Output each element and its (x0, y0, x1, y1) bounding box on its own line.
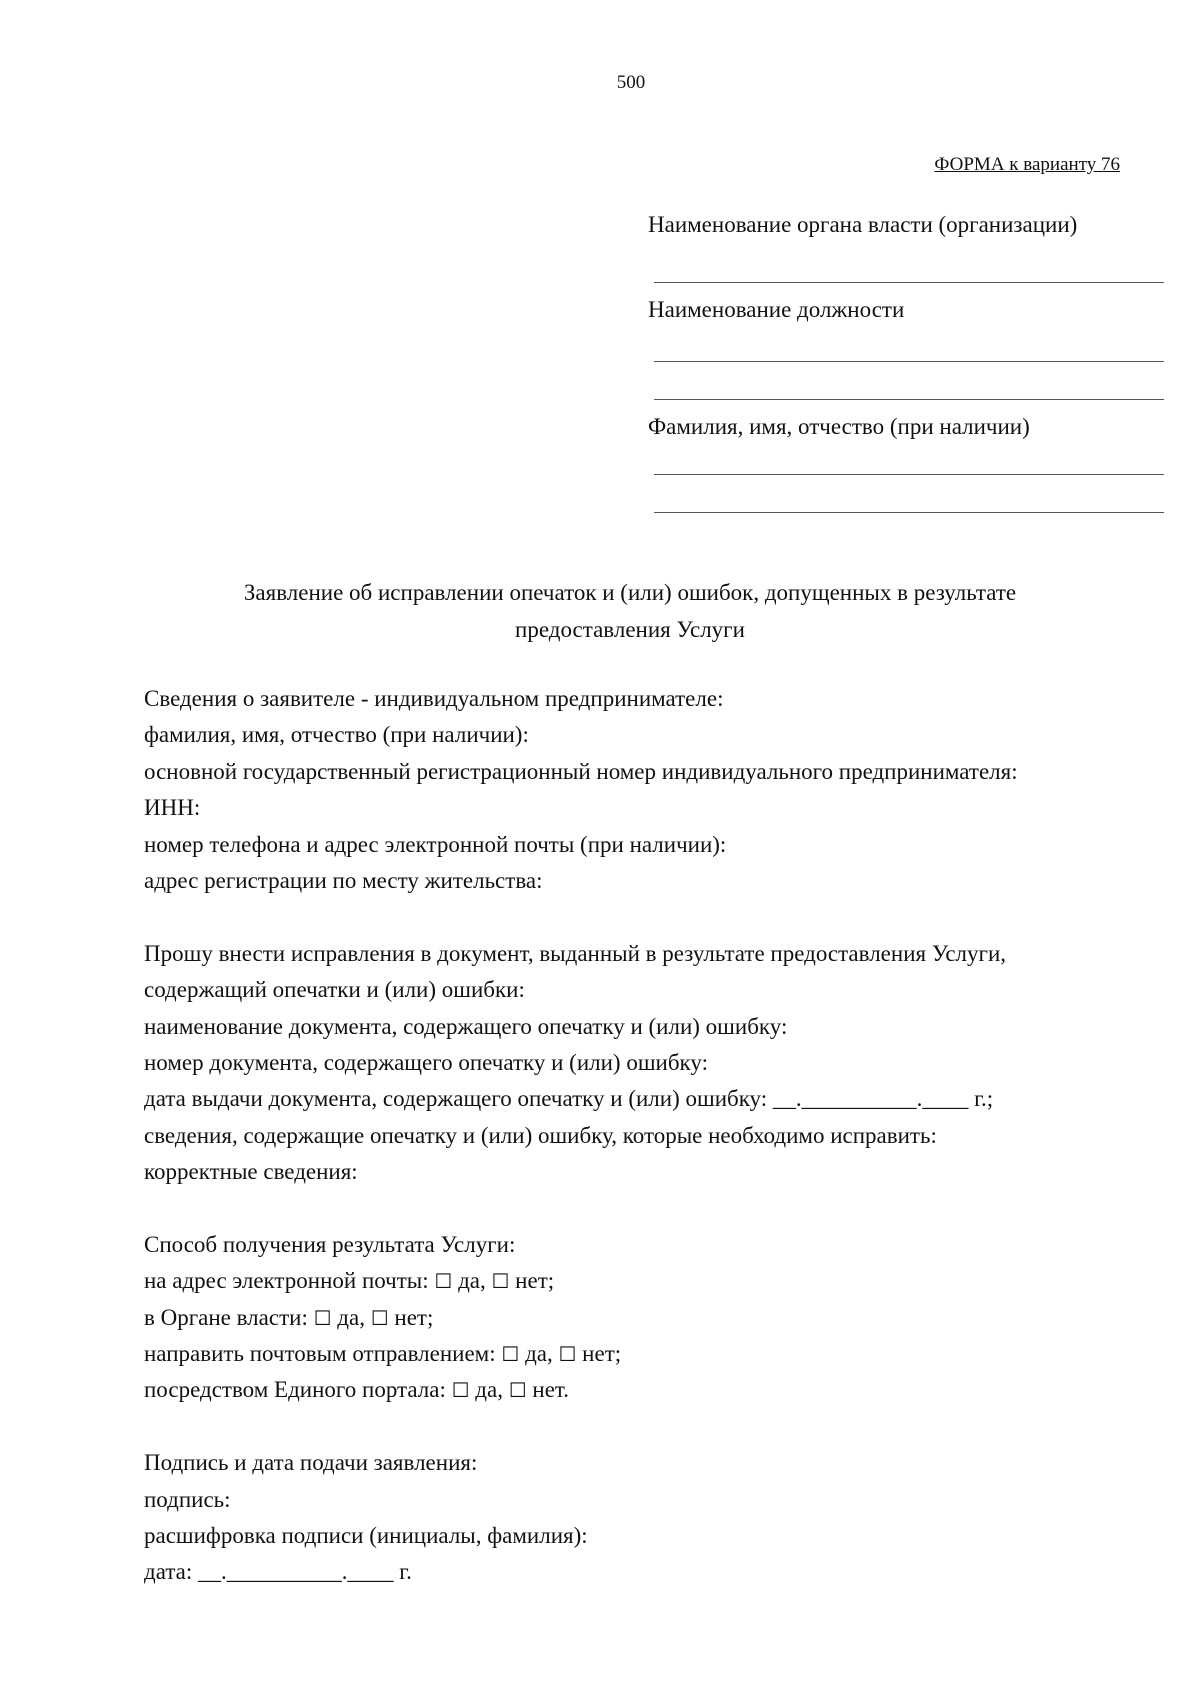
delivery-option-label: в Органе власти: (144, 1304, 308, 1330)
checkbox-no[interactable]: ☐ (491, 1269, 510, 1294)
option-yes-label: да, (458, 1268, 486, 1294)
delivery-heading: Способ получения результата Услуги: (144, 1231, 516, 1257)
checkbox-yes[interactable]: ☐ (434, 1269, 453, 1294)
option-no-label: нет. (532, 1377, 569, 1403)
signature-date: дата: __.__________.____ г. (144, 1559, 412, 1585)
page-number: 500 (616, 72, 646, 93)
signature-decode: расшифровка подписи (инициалы, фамилия): (144, 1522, 588, 1548)
checkbox-yes[interactable]: ☐ (451, 1378, 470, 1403)
checkbox-no[interactable]: ☐ (370, 1305, 389, 1330)
organ-label: Наименование органа власти (организации) (648, 212, 1078, 237)
applicant-contacts: номер телефона и адрес электронной почты (при наличии): (144, 831, 727, 857)
checkbox-no[interactable]: ☐ (558, 1342, 577, 1367)
delivery-option-label: на адрес электронной почты: (144, 1268, 429, 1294)
option-yes-label: да, (525, 1341, 553, 1367)
title-line-2: предоставления Услуги (515, 617, 745, 642)
signature-heading: Подпись и дата подачи заявления: (144, 1450, 478, 1476)
form-reference: ФОРМА к варианту 76 (934, 154, 1120, 175)
fio-label: Фамилия, имя, отчество (при наличии) (648, 414, 1030, 439)
signature-sign: подпись: (144, 1486, 231, 1512)
fio-line-2 (654, 512, 1164, 513)
request-line-2: содержащий опечатки и (или) ошибки: (144, 977, 525, 1003)
option-yes-label: да, (475, 1377, 503, 1403)
addressee-block (648, 210, 1164, 513)
applicant-inn: ИНН: (144, 795, 201, 821)
applicant-address: адрес регистрации по месту жительства: (144, 867, 543, 893)
delivery-option-email (144, 1263, 1104, 1299)
request-doc-number: номер документа, содержащего опечатку и (или) ошибку: (144, 1049, 708, 1075)
delivery-option-label: направить почтовым отправлением: (144, 1341, 496, 1367)
title-line-1: Заявление об исправлении опечаток и (или) ошибок, допущенных в результате (243, 580, 1017, 605)
request-errors: сведения, содержащие опечатку и (или) ошибку, которые необходимо исправить: (144, 1122, 937, 1148)
request-correct: корректные сведения: (144, 1159, 358, 1185)
application-body (144, 681, 1104, 1591)
delivery-option-label: посредством Единого портала: (144, 1377, 446, 1403)
request-doc-date: дата выдачи документа, содержащего опечатку и (или) ошибку: __.__________.____ г.; (144, 1086, 994, 1112)
applicant-heading: Сведения о заявителе - индивидуальном предпринимателе: (144, 686, 724, 711)
request-line-1: Прошу внести исправления в документ, выданный в результате предоставления Услуги, (144, 940, 1007, 966)
option-no-label: нет; (394, 1304, 434, 1330)
option-yes-label: да, (337, 1304, 365, 1330)
position-label: Наименование должности (648, 297, 905, 322)
checkbox-yes[interactable]: ☐ (501, 1342, 520, 1367)
delivery-option-portal (144, 1372, 1104, 1408)
applicant-fio: фамилия, имя, отчество (при наличии): (144, 722, 529, 748)
request-doc-name: наименование документа, содержащего опечатку и (или) ошибку: (144, 1013, 788, 1039)
checkbox-yes[interactable]: ☐ (313, 1305, 332, 1330)
option-no-label: нет; (515, 1268, 555, 1294)
option-no-label: нет; (582, 1341, 622, 1367)
applicant-ogrnip: основной государственный регистрационный номер индивидуального предпринимателя: (144, 758, 1018, 784)
delivery-option-post (144, 1336, 1104, 1372)
checkbox-no[interactable]: ☐ (508, 1378, 527, 1403)
delivery-option-organ (144, 1300, 1104, 1336)
document-title (144, 574, 1116, 648)
